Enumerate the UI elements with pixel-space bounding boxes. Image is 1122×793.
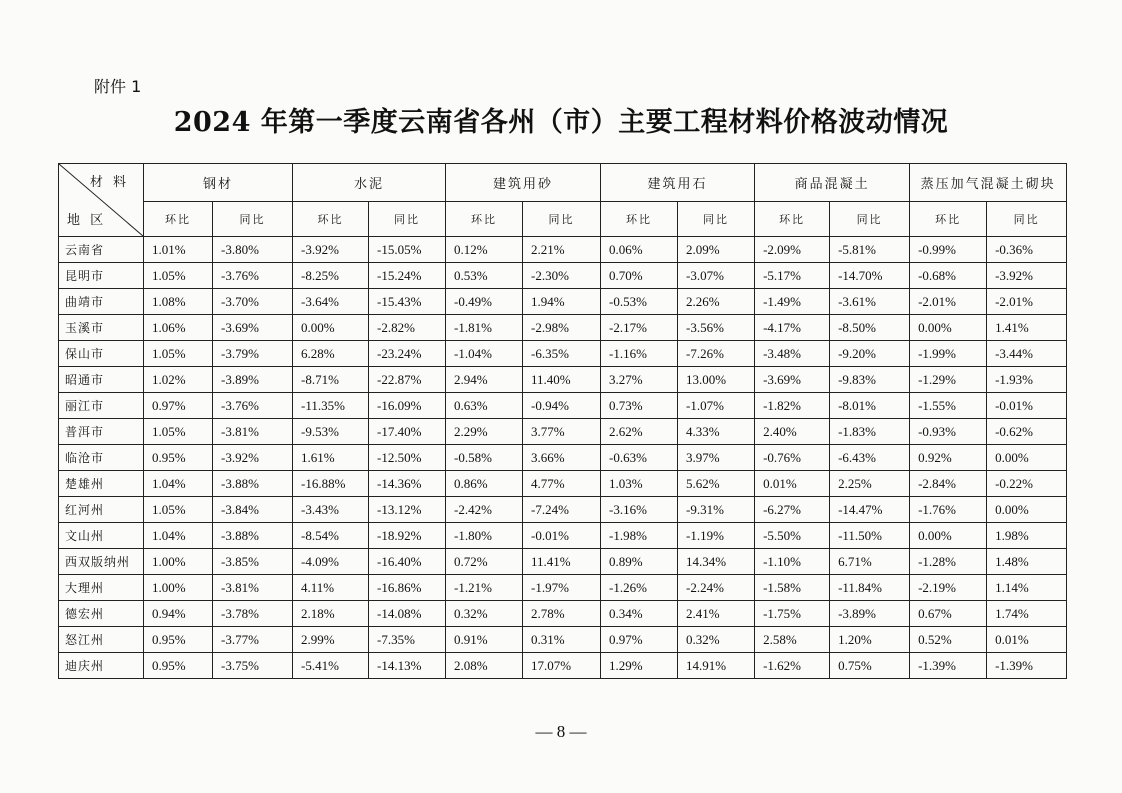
value-cell: -1.21% <box>446 575 523 601</box>
value-cell: 0.92% <box>910 445 987 471</box>
region-cell: 怒江州 <box>59 627 144 653</box>
corner-label-material: 材 料 <box>89 175 129 190</box>
value-cell: 1.61% <box>293 445 369 471</box>
value-cell: 1.29% <box>601 653 678 679</box>
value-cell: -2.01% <box>987 289 1067 315</box>
value-cell: 3.66% <box>523 445 601 471</box>
region-cell: 迪庆州 <box>59 653 144 679</box>
value-cell: -8.71% <box>293 367 369 393</box>
value-cell: -15.05% <box>369 237 446 263</box>
value-cell: -2.19% <box>910 575 987 601</box>
table-row <box>59 419 1067 445</box>
value-cell: -0.68% <box>910 263 987 289</box>
table-row <box>59 367 1067 393</box>
value-cell: -14.70% <box>830 263 910 289</box>
value-cell: 0.12% <box>446 237 523 263</box>
region-cell: 昆明市 <box>59 263 144 289</box>
value-cell: -1.26% <box>601 575 678 601</box>
value-cell: 3.97% <box>678 445 755 471</box>
value-cell: -5.50% <box>755 523 830 549</box>
table-row <box>59 575 1067 601</box>
value-cell: -0.49% <box>446 289 523 315</box>
value-cell: 1.48% <box>987 549 1067 575</box>
value-cell: -6.35% <box>523 341 601 367</box>
value-cell: -3.77% <box>213 627 293 653</box>
value-cell: -3.61% <box>830 289 910 315</box>
value-cell: -15.43% <box>369 289 446 315</box>
table-row <box>59 263 1067 289</box>
value-cell: 0.52% <box>910 627 987 653</box>
value-cell: 1.41% <box>987 315 1067 341</box>
table-row <box>59 393 1067 419</box>
value-cell: 1.98% <box>987 523 1067 549</box>
value-cell: -3.89% <box>213 367 293 393</box>
value-cell: -11.50% <box>830 523 910 549</box>
value-cell: -8.50% <box>830 315 910 341</box>
table-row <box>59 601 1067 627</box>
value-cell: -8.25% <box>293 263 369 289</box>
table-row <box>59 627 1067 653</box>
value-cell: -9.20% <box>830 341 910 367</box>
value-cell: -0.53% <box>601 289 678 315</box>
value-cell: -3.43% <box>293 497 369 523</box>
value-cell: -16.40% <box>369 549 446 575</box>
value-cell: 1.03% <box>601 471 678 497</box>
value-cell: 0.32% <box>678 627 755 653</box>
value-cell: 0.94% <box>144 601 213 627</box>
value-cell: -9.83% <box>830 367 910 393</box>
value-cell: 2.21% <box>523 237 601 263</box>
value-cell: 0.00% <box>910 523 987 549</box>
value-cell: -0.22% <box>987 471 1067 497</box>
value-cell: 1.05% <box>144 419 213 445</box>
value-cell: -2.17% <box>601 315 678 341</box>
value-cell: 2.29% <box>446 419 523 445</box>
sub-header-yoy: 同比 <box>830 202 910 237</box>
value-cell: 0.06% <box>601 237 678 263</box>
region-cell: 临沧市 <box>59 445 144 471</box>
region-cell: 文山州 <box>59 523 144 549</box>
region-cell: 玉溪市 <box>59 315 144 341</box>
value-cell: -1.83% <box>830 419 910 445</box>
value-cell: 4.11% <box>293 575 369 601</box>
value-cell: 14.34% <box>678 549 755 575</box>
sub-header-mom: 环比 <box>601 202 678 237</box>
value-cell: -3.80% <box>213 237 293 263</box>
value-cell: 0.00% <box>293 315 369 341</box>
material-header: 商品混凝土 <box>755 164 910 202</box>
value-cell: -0.01% <box>523 523 601 549</box>
value-cell: -2.84% <box>910 471 987 497</box>
table-row <box>59 315 1067 341</box>
value-cell: -1.28% <box>910 549 987 575</box>
value-cell: 0.73% <box>601 393 678 419</box>
value-cell: -15.24% <box>369 263 446 289</box>
value-cell: -1.39% <box>987 653 1067 679</box>
sub-header-yoy: 同比 <box>987 202 1067 237</box>
table-row <box>59 471 1067 497</box>
value-cell: -8.54% <box>293 523 369 549</box>
page-title: 2024 年第一季度云南省各州（市）主要工程材料价格波动情况 <box>173 107 949 138</box>
value-cell: -16.09% <box>369 393 446 419</box>
value-cell: -0.93% <box>910 419 987 445</box>
sub-header-mom: 环比 <box>446 202 523 237</box>
value-cell: -3.76% <box>213 263 293 289</box>
value-cell: -3.89% <box>830 601 910 627</box>
value-cell: -3.92% <box>987 263 1067 289</box>
value-cell: -0.01% <box>987 393 1067 419</box>
value-cell: -7.35% <box>369 627 446 653</box>
value-cell: 1.94% <box>523 289 601 315</box>
sub-header-yoy: 同比 <box>523 202 601 237</box>
value-cell: 3.27% <box>601 367 678 393</box>
value-cell: 0.01% <box>755 471 830 497</box>
region-cell: 大理州 <box>59 575 144 601</box>
value-cell: -0.99% <box>910 237 987 263</box>
value-cell: 0.53% <box>446 263 523 289</box>
value-cell: -1.07% <box>678 393 755 419</box>
value-cell: -0.36% <box>987 237 1067 263</box>
table-row <box>59 341 1067 367</box>
value-cell: 0.72% <box>446 549 523 575</box>
table-row <box>59 653 1067 679</box>
value-cell: -3.48% <box>755 341 830 367</box>
value-cell: 2.99% <box>293 627 369 653</box>
value-cell: -0.76% <box>755 445 830 471</box>
table-row <box>59 445 1067 471</box>
value-cell: -7.26% <box>678 341 755 367</box>
value-cell: -9.53% <box>293 419 369 445</box>
value-cell: -1.81% <box>446 315 523 341</box>
value-cell: 1.04% <box>144 523 213 549</box>
value-cell: -4.09% <box>293 549 369 575</box>
value-cell: 6.28% <box>293 341 369 367</box>
sub-header-mom: 环比 <box>144 202 213 237</box>
value-cell: -2.42% <box>446 497 523 523</box>
value-cell: -1.99% <box>910 341 987 367</box>
value-cell: 0.31% <box>523 627 601 653</box>
value-cell: 2.58% <box>755 627 830 653</box>
value-cell: -11.84% <box>830 575 910 601</box>
value-cell: -1.10% <box>755 549 830 575</box>
material-header: 建筑用石 <box>601 164 755 202</box>
value-cell: -3.70% <box>213 289 293 315</box>
value-cell: 1.05% <box>144 263 213 289</box>
value-cell: -16.86% <box>369 575 446 601</box>
value-cell: -5.81% <box>830 237 910 263</box>
value-cell: 13.00% <box>678 367 755 393</box>
value-cell: 1.14% <box>987 575 1067 601</box>
value-cell: 1.04% <box>144 471 213 497</box>
value-cell: -5.41% <box>293 653 369 679</box>
material-header: 水泥 <box>293 164 446 202</box>
value-cell: 2.40% <box>755 419 830 445</box>
table-row <box>59 289 1067 315</box>
value-cell: 3.77% <box>523 419 601 445</box>
value-cell: 0.89% <box>601 549 678 575</box>
region-cell: 楚雄州 <box>59 471 144 497</box>
value-cell: -3.79% <box>213 341 293 367</box>
value-cell: 0.67% <box>910 601 987 627</box>
value-cell: -1.62% <box>755 653 830 679</box>
value-cell: -3.85% <box>213 549 293 575</box>
value-cell: -0.63% <box>601 445 678 471</box>
sub-header-yoy: 同比 <box>369 202 446 237</box>
value-cell: 1.02% <box>144 367 213 393</box>
sub-header-mom: 环比 <box>293 202 369 237</box>
value-cell: -22.87% <box>369 367 446 393</box>
value-cell: -3.78% <box>213 601 293 627</box>
value-cell: -7.24% <box>523 497 601 523</box>
value-cell: 2.25% <box>830 471 910 497</box>
value-cell: 0.70% <box>601 263 678 289</box>
value-cell: -16.88% <box>293 471 369 497</box>
sub-header-yoy: 同比 <box>213 202 293 237</box>
value-cell: 0.91% <box>446 627 523 653</box>
value-cell: 0.00% <box>910 315 987 341</box>
value-cell: 1.08% <box>144 289 213 315</box>
value-cell: 0.95% <box>144 653 213 679</box>
value-cell: -3.76% <box>213 393 293 419</box>
region-cell: 昭通市 <box>59 367 144 393</box>
value-cell: -6.43% <box>830 445 910 471</box>
value-cell: -0.94% <box>523 393 601 419</box>
value-cell: -1.75% <box>755 601 830 627</box>
value-cell: -3.92% <box>213 445 293 471</box>
value-cell: 14.91% <box>678 653 755 679</box>
value-cell: 0.01% <box>987 627 1067 653</box>
value-cell: -2.98% <box>523 315 601 341</box>
value-cell: -14.08% <box>369 601 446 627</box>
material-header: 蒸压加气混凝土砌块 <box>910 164 1067 202</box>
value-cell: -2.09% <box>755 237 830 263</box>
value-cell: 1.00% <box>144 549 213 575</box>
table-row <box>59 523 1067 549</box>
value-cell: 4.33% <box>678 419 755 445</box>
value-cell: -3.92% <box>293 237 369 263</box>
value-cell: -5.17% <box>755 263 830 289</box>
sub-header-mom: 环比 <box>910 202 987 237</box>
sub-header-mom: 环比 <box>755 202 830 237</box>
value-cell: 2.41% <box>678 601 755 627</box>
value-cell: 1.06% <box>144 315 213 341</box>
page-number: — 8 — <box>535 722 587 741</box>
value-cell: -1.80% <box>446 523 523 549</box>
value-cell: 0.34% <box>601 601 678 627</box>
value-cell: -3.16% <box>601 497 678 523</box>
region-cell: 保山市 <box>59 341 144 367</box>
region-cell: 普洱市 <box>59 419 144 445</box>
value-cell: 0.75% <box>830 653 910 679</box>
material-header: 钢材 <box>144 164 293 202</box>
value-cell: 0.00% <box>987 445 1067 471</box>
region-cell: 丽江市 <box>59 393 144 419</box>
value-cell: -17.40% <box>369 419 446 445</box>
value-cell: -1.19% <box>678 523 755 549</box>
value-cell: 0.32% <box>446 601 523 627</box>
value-cell: -11.35% <box>293 393 369 419</box>
value-cell: -0.58% <box>446 445 523 471</box>
value-cell: 2.78% <box>523 601 601 627</box>
value-cell: 5.62% <box>678 471 755 497</box>
value-cell: -2.24% <box>678 575 755 601</box>
value-cell: 0.95% <box>144 627 213 653</box>
value-cell: -14.36% <box>369 471 446 497</box>
value-cell: -6.27% <box>755 497 830 523</box>
value-cell: -2.01% <box>910 289 987 315</box>
value-cell: -3.81% <box>213 575 293 601</box>
value-cell: -3.44% <box>987 341 1067 367</box>
value-cell: 1.05% <box>144 341 213 367</box>
region-cell: 西双版纳州 <box>59 549 144 575</box>
value-cell: -8.01% <box>830 393 910 419</box>
sub-header-row <box>59 202 1067 237</box>
value-cell: -1.29% <box>910 367 987 393</box>
value-cell: -9.31% <box>678 497 755 523</box>
value-cell: -1.39% <box>910 653 987 679</box>
value-cell: 17.07% <box>523 653 601 679</box>
value-cell: 0.97% <box>144 393 213 419</box>
value-cell: -14.47% <box>830 497 910 523</box>
attachment-label: 附件 1 <box>94 77 142 96</box>
value-cell: -3.64% <box>293 289 369 315</box>
value-cell: -1.58% <box>755 575 830 601</box>
value-cell: 1.20% <box>830 627 910 653</box>
value-cell: 0.63% <box>446 393 523 419</box>
value-cell: -1.55% <box>910 393 987 419</box>
value-cell: 1.05% <box>144 497 213 523</box>
value-cell: 0.00% <box>987 497 1067 523</box>
value-cell: -4.17% <box>755 315 830 341</box>
value-cell: -2.82% <box>369 315 446 341</box>
material-header-row <box>59 164 1067 202</box>
value-cell: -3.75% <box>213 653 293 679</box>
value-cell: 2.09% <box>678 237 755 263</box>
value-cell: -1.82% <box>755 393 830 419</box>
region-cell: 红河州 <box>59 497 144 523</box>
material-header: 建筑用砂 <box>446 164 601 202</box>
value-cell: -1.04% <box>446 341 523 367</box>
value-cell: -3.88% <box>213 471 293 497</box>
value-cell: -18.92% <box>369 523 446 549</box>
value-cell: 0.86% <box>446 471 523 497</box>
region-cell: 德宏州 <box>59 601 144 627</box>
value-cell: 2.26% <box>678 289 755 315</box>
value-cell: -3.07% <box>678 263 755 289</box>
table-body <box>59 237 1067 679</box>
value-cell: -3.84% <box>213 497 293 523</box>
value-cell: 4.77% <box>523 471 601 497</box>
table-row <box>59 237 1067 263</box>
table-row <box>59 497 1067 523</box>
value-cell: 2.62% <box>601 419 678 445</box>
value-cell: -23.24% <box>369 341 446 367</box>
value-cell: -1.16% <box>601 341 678 367</box>
value-cell: 1.74% <box>987 601 1067 627</box>
value-cell: -1.76% <box>910 497 987 523</box>
value-cell: -3.56% <box>678 315 755 341</box>
value-cell: -3.69% <box>213 315 293 341</box>
value-cell: -14.13% <box>369 653 446 679</box>
value-cell: 2.18% <box>293 601 369 627</box>
value-cell: -1.97% <box>523 575 601 601</box>
corner-header <box>59 164 144 237</box>
value-cell: -3.69% <box>755 367 830 393</box>
value-cell: -1.98% <box>601 523 678 549</box>
value-cell: 11.41% <box>523 549 601 575</box>
value-cell: -12.50% <box>369 445 446 471</box>
value-cell: 1.01% <box>144 237 213 263</box>
region-cell: 曲靖市 <box>59 289 144 315</box>
corner-label-region: 地 区 <box>67 213 107 228</box>
table-row <box>59 549 1067 575</box>
value-cell: 2.08% <box>446 653 523 679</box>
value-cell: -0.62% <box>987 419 1067 445</box>
value-cell: -3.81% <box>213 419 293 445</box>
sub-header-yoy: 同比 <box>678 202 755 237</box>
value-cell: -1.49% <box>755 289 830 315</box>
region-cell: 云南省 <box>59 237 144 263</box>
price-table <box>58 163 1067 679</box>
value-cell: -13.12% <box>369 497 446 523</box>
value-cell: 6.71% <box>830 549 910 575</box>
value-cell: 0.95% <box>144 445 213 471</box>
value-cell: 1.00% <box>144 575 213 601</box>
value-cell: 11.40% <box>523 367 601 393</box>
value-cell: 2.94% <box>446 367 523 393</box>
value-cell: 0.97% <box>601 627 678 653</box>
value-cell: -2.30% <box>523 263 601 289</box>
value-cell: -1.93% <box>987 367 1067 393</box>
value-cell: -3.88% <box>213 523 293 549</box>
